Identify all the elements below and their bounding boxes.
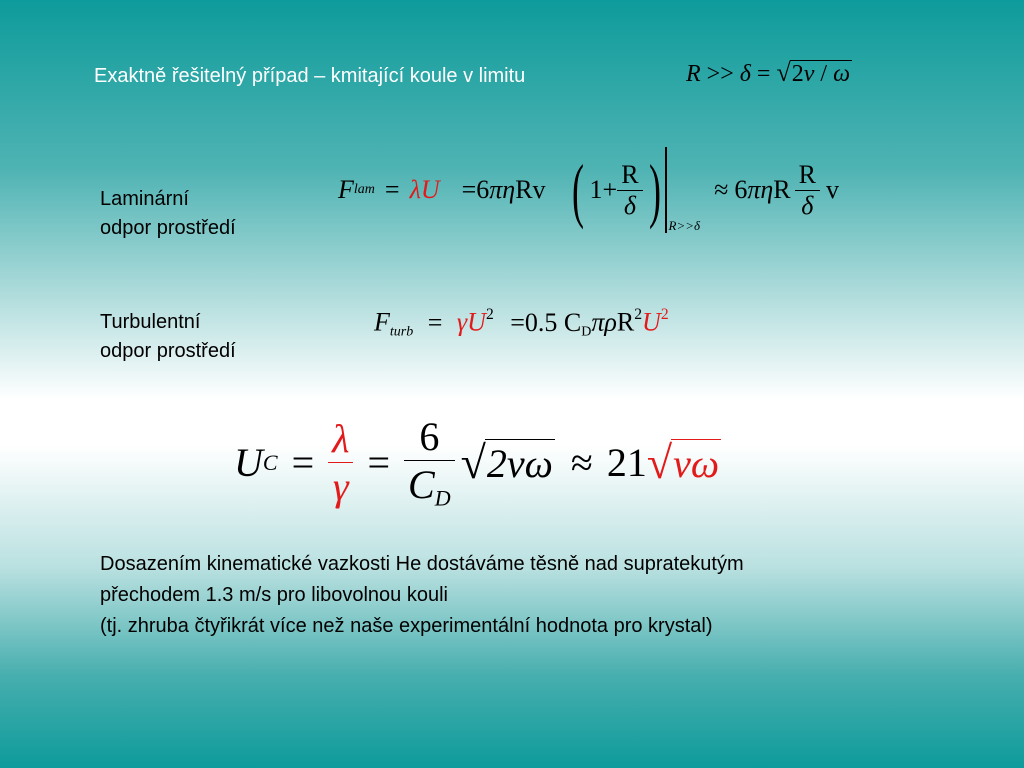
main-formula (234, 400, 721, 525)
turbulent-sq2: 2 (634, 306, 643, 323)
laminar-Rv: Rv (515, 175, 546, 204)
conclusion-line3: (tj. zhruba čtyřikrát více než naše experimentální hodnota pro krystal) (100, 615, 713, 637)
laminar-rhs-frac-num: R (798, 159, 816, 189)
title-formula-eq: = (756, 61, 771, 87)
main-fraction-6-cd (404, 413, 455, 512)
turbulent-eq1: = (427, 307, 443, 337)
turbulent-sq: 2 (485, 306, 494, 323)
main-C-sub: D (434, 485, 451, 511)
laminar-eval-bar (665, 147, 667, 233)
laminar-label-line2: odpor prostředí (100, 217, 236, 239)
title-formula-slash: / (820, 61, 828, 87)
laminar-F: F (338, 175, 354, 204)
title-formula (686, 58, 852, 88)
title-formula-two: 2 (791, 61, 804, 87)
laminar-paren-left: ( (571, 149, 584, 230)
main-eq1: = (291, 440, 315, 485)
laminar-formula (338, 140, 839, 240)
title-formula-delta: δ (739, 61, 751, 87)
turbulent-subD: D (581, 324, 592, 340)
main-approx: ≈ (570, 440, 593, 485)
laminar-label-line1: Laminární (100, 188, 189, 210)
conclusion-line2: přechodem 1.3 m/s pro libovolnou kouli (100, 584, 448, 606)
turbulent-gammaU: γU (456, 307, 486, 337)
conclusion-line1: Dosazením kinematické vazkosti He dostáváme těsně nad supratekutým (100, 553, 744, 575)
title-formula-nu: ν (803, 61, 815, 87)
laminar-eq1: = (384, 175, 400, 204)
main-sqrt2-content: νω (673, 440, 720, 486)
title-formula-gg: >> (706, 61, 734, 87)
laminar-rhs-coef: 6 (734, 175, 748, 204)
main-cd (404, 460, 455, 512)
turbulent-F: F (374, 307, 390, 337)
laminar-pieta: πη (489, 175, 516, 204)
laminar-frac-num: R (621, 159, 639, 189)
laminar-eq2: =6 (461, 175, 490, 204)
laminar-one-plus: 1+ (589, 175, 618, 204)
main-C: C (408, 462, 435, 508)
main-lambda: λ (332, 416, 350, 461)
main-sqrt-content: 2νω (486, 440, 553, 486)
laminar-condition: R>>δ (668, 218, 701, 233)
laminar-paren-right: ) (648, 149, 661, 230)
slide-title: Exaktně řešitelný případ – kmitající koule v limitu (94, 65, 526, 87)
turbulent-label-line1: Turbulentní (100, 311, 201, 333)
laminar-F-sub: lam (353, 182, 375, 197)
turbulent-U: U (642, 307, 661, 337)
turbulent-sq3: 2 (660, 306, 669, 323)
turbulent-formula (374, 306, 669, 341)
main-gamma: γ (328, 462, 353, 510)
main-sqrt-sign: √ (460, 437, 486, 488)
laminar-lambdaU: λU (409, 175, 440, 204)
laminar-rhs-R: R (773, 175, 791, 204)
laminar-rhs-fraction (795, 160, 820, 221)
laminar-rhs-v: v (825, 175, 839, 204)
main-coef: 21 (606, 440, 647, 485)
main-eq2: = (367, 440, 391, 485)
turbulent-pirho: πρ (591, 307, 617, 337)
main-sqrt2-body (671, 439, 721, 487)
title-sqrt-body (790, 60, 852, 88)
main-sqrt2-sign: √ (646, 437, 673, 488)
turbulent-eq2: =0.5 C (510, 307, 582, 337)
main-U: U (234, 440, 263, 485)
sqrt-sign: √ (776, 58, 791, 87)
laminar-rhs-pieta: πη (747, 175, 774, 204)
title-formula-R: R (686, 61, 701, 87)
main-U-sub: C (262, 449, 278, 475)
turbulent-F-sub: turb (389, 324, 414, 340)
laminar-rhs-frac-den: δ (795, 190, 820, 221)
main-sqrt-body (485, 439, 555, 487)
laminar-approx: ≈ (714, 175, 729, 204)
laminar-fraction (617, 160, 642, 221)
turbulent-R: R (616, 307, 635, 337)
turbulent-label-line2: odpor prostředí (100, 340, 236, 362)
title-formula-omega: ω (833, 61, 851, 87)
main-six: 6 (419, 414, 440, 460)
main-fraction-lambda-gamma (328, 415, 353, 510)
laminar-frac-den: δ (617, 190, 642, 221)
